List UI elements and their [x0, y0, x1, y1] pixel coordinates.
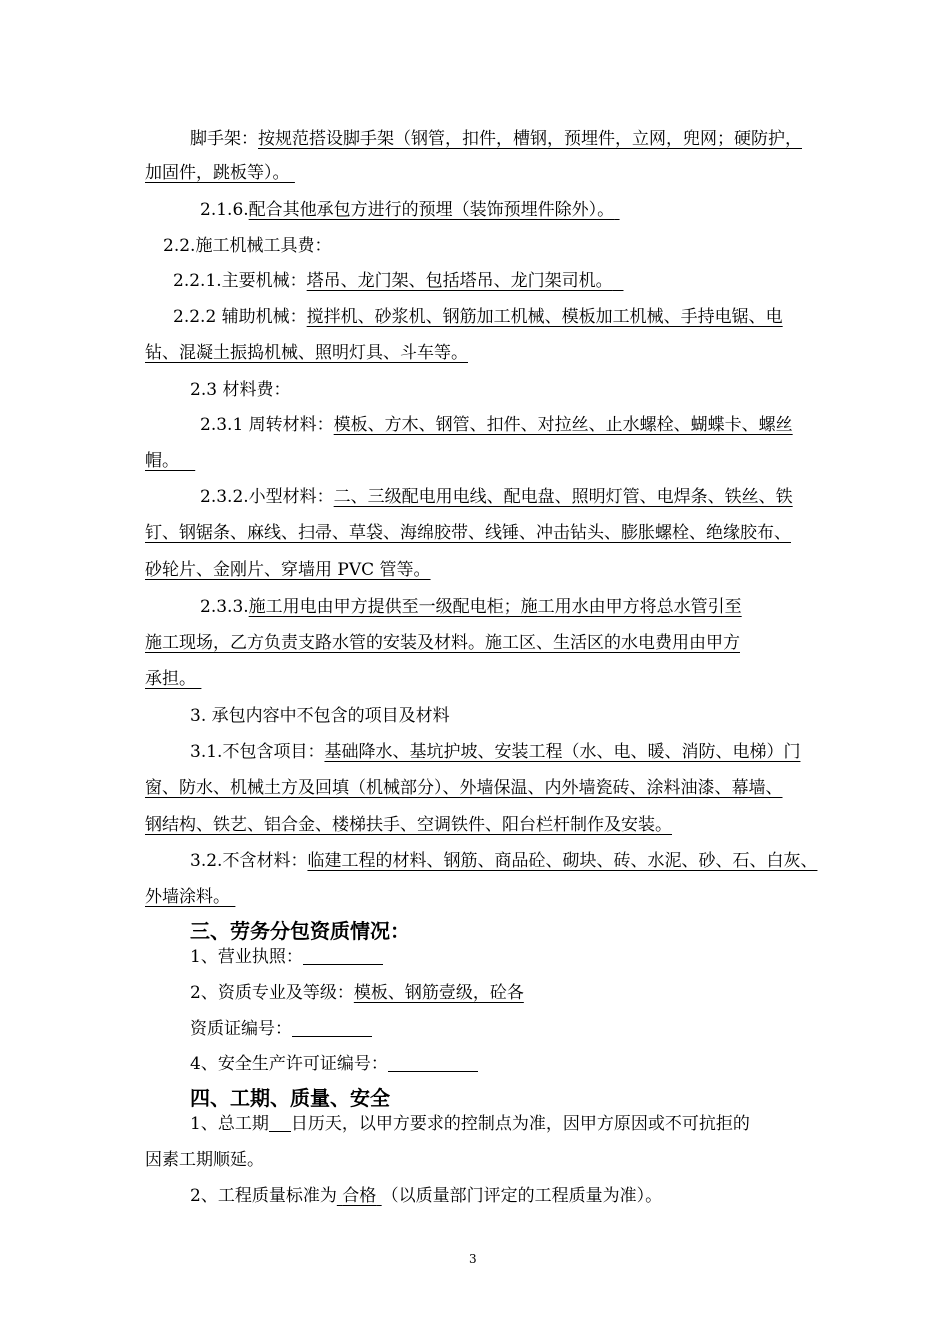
scaffold-text: 按规范搭设脚手架（钢管，扣件，槽钢，预埋件，立网，兜网；硬防护，	[258, 129, 802, 149]
term-2	[190, 1185, 662, 1207]
item-text-3: 承担。	[145, 669, 196, 689]
item-text-2: 窗、防水、机械土方及回填（机械部分）、外墙保温、内外墙瓷砖、涂料油漆、幕墙、	[145, 778, 783, 798]
label: 脚手架：	[190, 129, 258, 149]
item-text: 搅拌机、砂浆机、钢筋加工机械、模板加工机械、手持电锯、电	[306, 307, 783, 327]
label: 3.1.不包含项目：	[190, 742, 325, 762]
item-3-1-cont-2	[145, 814, 672, 836]
qualification-text: 模板、钢筋壹级，砼各	[353, 983, 524, 1003]
blank-field	[292, 1019, 372, 1037]
label: 2.3.2.小型材料：	[200, 487, 334, 507]
blank-field	[303, 947, 383, 965]
label: 2.2.2 辅助机械：	[173, 307, 307, 327]
term-1	[190, 1113, 750, 1135]
qualification-2	[190, 982, 524, 1004]
item-2-3-1-cont	[145, 450, 195, 472]
item-text: 基础降水、基坑护坡、安装工程（水、电、暖、消防、电梯）门	[324, 742, 801, 762]
qualification-3	[190, 1018, 372, 1040]
quality-value: 合格	[342, 1186, 377, 1206]
item-text-3: 钢结构、铁艺、铝合金、楼梯扶手、空调铁件、阳台栏杆制作及安装。	[145, 815, 672, 835]
item-2-3-3	[200, 596, 742, 618]
item-3-2	[190, 850, 817, 872]
item-3-2-cont	[145, 886, 235, 908]
heading-2-3: 2.3 材料费：	[190, 380, 291, 400]
item-text: 临建工程的材料、钢筋、商品砼、砌块、砖、水泥、砂、石、白灰、	[307, 851, 818, 871]
page-number: 3	[469, 1252, 477, 1266]
label: 1、总工期	[190, 1114, 269, 1134]
item-text: 模板、方木、钢管、扣件、对拉丝、止水螺栓、蝴蝶卡、螺丝	[333, 415, 793, 435]
item-2-3-1	[200, 414, 793, 436]
item-text-2: 钻、混凝土振捣机械、照明灯具、斗车等。	[145, 343, 468, 363]
blank-field	[269, 1114, 291, 1132]
label: 2、工程质量标准为	[190, 1186, 337, 1206]
item-2-2-1	[173, 270, 623, 292]
item-text: 配合其他承包方进行的预埋（装饰预埋件除外）。	[248, 200, 615, 220]
term-text: 日历天，以甲方要求的控制点为准，因甲方原因或不可抗拒的	[290, 1114, 750, 1134]
heading-2-2: 2.2.施工机械工具费：	[163, 236, 332, 256]
item-2-3-2-cont-2	[145, 559, 431, 581]
item-text-2: 施工现场，乙方负责支路水管的安装及材料。施工区、生活区的水电费用由甲方	[145, 633, 740, 653]
scaffold-text-2: 加固件，跳板等）。	[145, 163, 290, 183]
label: 资质证编号：	[190, 1019, 292, 1039]
item-2-3-3-cont-2	[145, 668, 201, 690]
label: 2.3.1 周转材料：	[200, 415, 334, 435]
section-heading-3: 三、劳务分包资质情况：	[190, 919, 410, 943]
label: 2.3.3.	[200, 597, 249, 617]
label: 1、营业执照：	[190, 947, 303, 967]
scaffold-line-2	[145, 162, 295, 184]
term-1-cont: 因素工期顺延。	[145, 1150, 264, 1170]
item-text: 施工用电由甲方提供至一级配电柜；施工用水由甲方将总水管引至	[248, 597, 742, 617]
section-heading-4: 四、工期、质量、安全	[190, 1086, 390, 1110]
label: 4、安全生产许可证编号：	[190, 1054, 388, 1074]
item-text: 塔吊、龙门架、包括塔吊、龙门架司机。	[306, 271, 613, 291]
item-2-3-2	[200, 486, 793, 508]
item-2-2-2-cont	[145, 342, 468, 364]
label: 2、资质专业及等级：	[190, 983, 354, 1003]
item-3-1	[190, 741, 800, 763]
item-text-3: 砂轮片、金刚片、穿墙用 PVC 管等。	[145, 560, 431, 580]
item-2-3-2-cont	[145, 522, 791, 544]
heading-3: 3. 承包内容中不包含的项目及材料	[190, 706, 450, 726]
term-text: （以质量部门评定的工程质量为准）。	[381, 1186, 663, 1206]
scaffold-line	[190, 128, 802, 150]
label: 3.2.不含材料：	[190, 851, 308, 871]
item-2-3-3-cont	[145, 632, 740, 654]
label: 2.1.6.	[200, 200, 249, 220]
item-text: 二、三级配电用电线、配电盘、照明灯管、电焊条、铁丝、铁	[333, 487, 793, 507]
blank-field	[388, 1054, 478, 1072]
item-text-2: 钉、钢锯条、麻线、扫帚、草袋、海绵胶带、线锤、冲击钻头、膨胀螺栓、绝缘胶布、	[145, 523, 791, 543]
qualification-4	[190, 1053, 478, 1075]
item-2-1-6	[200, 199, 620, 221]
item-2-2-2	[173, 306, 783, 328]
item-text-2: 帽。	[145, 451, 179, 471]
item-3-1-cont	[145, 777, 783, 799]
qualification-1	[190, 946, 383, 968]
item-text-2: 外墙涂料。	[145, 887, 230, 907]
label: 2.2.1.主要机械：	[173, 271, 307, 291]
